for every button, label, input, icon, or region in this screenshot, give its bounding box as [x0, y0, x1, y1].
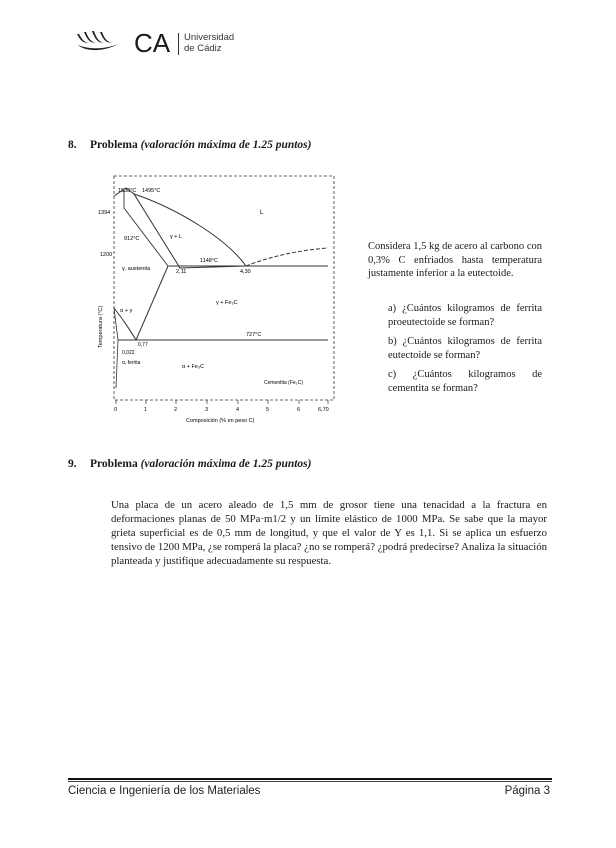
- x-tick-labels: [114, 407, 329, 413]
- label-727: 727°C: [246, 332, 262, 338]
- x-tick-2: 2: [174, 407, 178, 413]
- x-tick-7: 6,70: [318, 407, 329, 413]
- footer-rule-thin: [68, 781, 552, 782]
- label-43: 4,30: [240, 269, 251, 275]
- question-a: a) ¿Cuántos kilogramos de ferrita proeutectoide se forman?: [388, 303, 542, 328]
- x-tick-6: 6: [297, 407, 301, 413]
- label-y-axis: Temperatura (°C): [98, 305, 104, 348]
- problem8-heading: [68, 139, 311, 151]
- x-tick-1: 1: [144, 407, 148, 413]
- solidus-line: [124, 190, 168, 266]
- problem9-heading: [68, 458, 311, 470]
- university-line2: de Cádiz: [184, 42, 222, 54]
- ferrite-solvus: [116, 340, 118, 388]
- label-gamma-l: γ + L: [170, 234, 183, 240]
- label-1538: 1538°C: [118, 188, 137, 194]
- problem9-paragraph: Una placa de un acero aleado de 1,5 mm de grosor tiene una tenacidad a la fractura en deformaciones planas de 50 MPa·m1/2 y un límite elástico de 1000 MPa. Se sabe que la mayor grieta superficial es de 0,5 mm de longitud, y que el valor de Y es 1,1. Si se aplica un esfuerzo tensivo de 1200 MPa, ¿se romperá la placa? ¿no se romperá? ¿podrá predecirse? Analiza la situación planteada y justifique adecuadamente su respuesta.: [111, 499, 547, 567]
- label-211: 2,11: [176, 269, 187, 275]
- problem9-subtitle: (valoración máxima de 1.25 puntos): [140, 458, 312, 470]
- problem8-subtitle: (valoración máxima de 1.25 puntos): [140, 139, 312, 151]
- liquidus-curve: [134, 194, 246, 266]
- footer-rule: [68, 778, 552, 780]
- university-line1: Universidad: [184, 32, 235, 43]
- label-077: 0,77: [138, 342, 148, 348]
- label-1394: 1394: [98, 210, 111, 216]
- waves-emblem-icon: [76, 30, 120, 52]
- label-alpha-fe3c: α + Fe₃C: [182, 364, 205, 370]
- problem8-questions: [388, 302, 542, 401]
- logo-divider: [178, 33, 179, 55]
- x-tick-5: 5: [266, 407, 270, 413]
- problem8-number: 8.: [68, 139, 77, 151]
- problem8-title: Problema: [90, 139, 138, 151]
- label-gamma-fe3c: γ + Fe₃C: [216, 300, 238, 306]
- label-1200: 1200: [100, 252, 113, 258]
- university-name: [184, 33, 234, 54]
- logo-ca-text: CA: [134, 28, 171, 58]
- footer-course: Ciencia e Ingeniería de los Materiales: [68, 785, 261, 797]
- label-x-axis: Composición (% en peso C): [186, 418, 255, 424]
- problem9-title: Problema: [90, 458, 138, 470]
- x-tick-3: 3: [205, 407, 209, 413]
- question-c: c) ¿Cuántos kilogramos de cementita se forman?: [388, 369, 542, 394]
- x-axis-ticks: [116, 400, 328, 404]
- label-912: 912°C: [124, 236, 140, 242]
- diagram-frame: [114, 176, 334, 400]
- label-1148: 1148°C: [200, 258, 218, 264]
- liquidus-left: [114, 188, 246, 268]
- liquidus-right: [246, 248, 328, 266]
- problem8-statement: Considera 1,5 kg de acero al carbono con 0,3% C enfriados hasta temperatura justamente inferior a la eutectoide.: [368, 241, 542, 279]
- fe-c-phase-diagram: [96, 168, 342, 432]
- label-0022: 0,022: [122, 350, 135, 356]
- label-alpha: α, ferrita: [122, 360, 141, 366]
- problem9-number: 9.: [68, 458, 77, 470]
- label-gamma: γ, austenita: [122, 266, 151, 272]
- label-l: L: [260, 210, 264, 216]
- footer-page-number: Página 3: [504, 785, 550, 797]
- university-logo: [76, 30, 236, 58]
- label-1495: 1495°C: [142, 188, 161, 194]
- x-tick-0: 0: [114, 407, 118, 413]
- x-tick-4: 4: [236, 407, 240, 413]
- question-b: b) ¿Cuántos kilogramos de ferrita eutectoide se forman?: [388, 336, 542, 361]
- acm-line: [136, 266, 168, 340]
- label-alpha-gamma: α + γ: [120, 308, 133, 314]
- label-cementita: Cementita (Fe₃C): [264, 380, 303, 386]
